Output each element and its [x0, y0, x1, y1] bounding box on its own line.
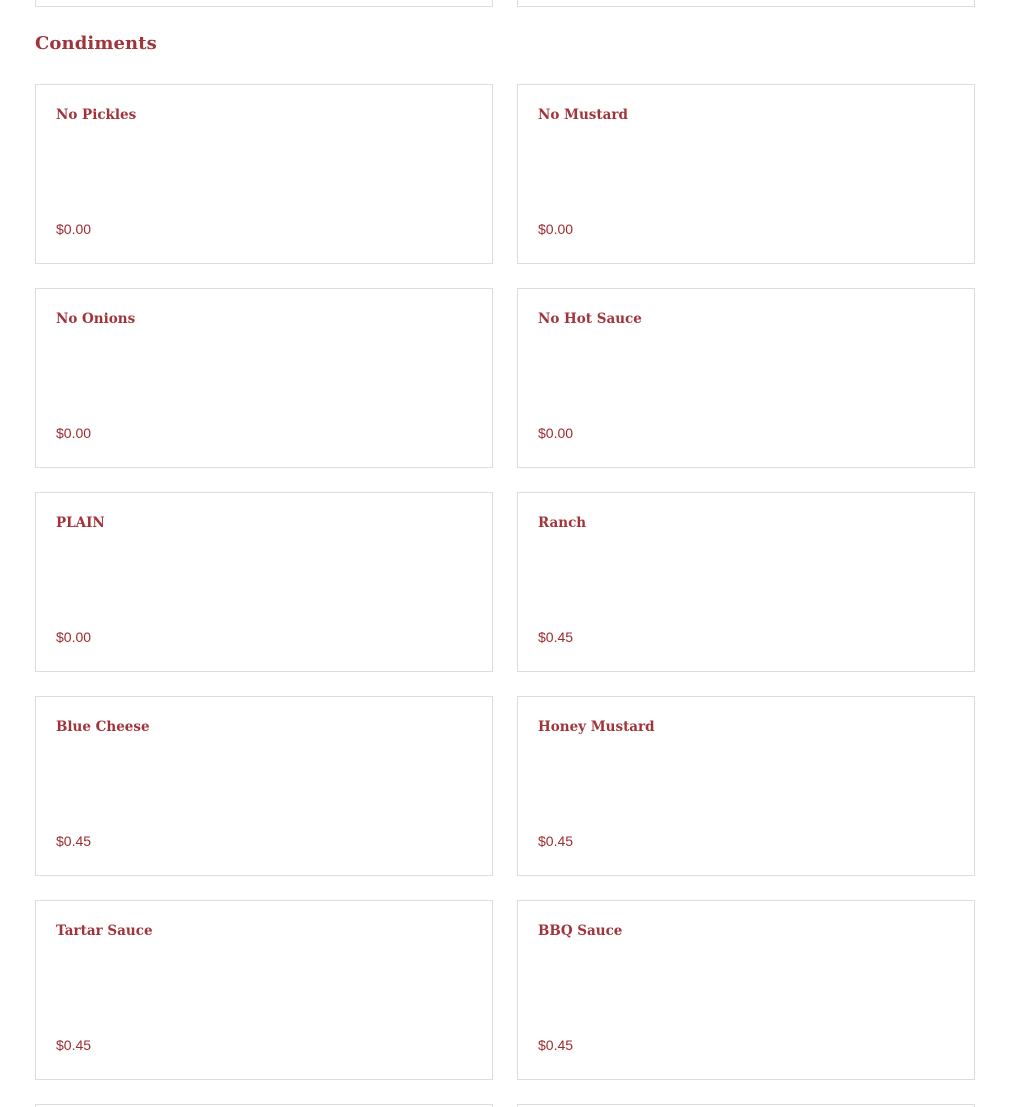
- menu-item-price: $0.45: [56, 1037, 92, 1053]
- menu-item-card[interactable]: [35, 696, 493, 876]
- menu-item-card[interactable]: [517, 900, 975, 1080]
- menu-item-price: $0.45: [538, 833, 574, 849]
- menu-item-price: $0.00: [56, 425, 92, 441]
- menu-item-price: $0.45: [56, 833, 92, 849]
- menu-item-card[interactable]: [517, 84, 975, 264]
- menu-item-name: Ranch: [538, 515, 587, 531]
- menu-item-name: Tartar Sauce: [56, 923, 153, 939]
- menu-item-card[interactable]: [517, 288, 975, 468]
- menu-item-name: No Onions: [56, 311, 136, 327]
- menu-item-price: $0.45: [538, 1037, 574, 1053]
- menu-item-price: $0.00: [56, 221, 92, 237]
- menu-item-card-partial[interactable]: [517, 0, 975, 7]
- menu-item-price: $0.00: [538, 425, 574, 441]
- menu-item-name: Honey Mustard: [538, 719, 655, 735]
- menu-item-card-partial[interactable]: [35, 0, 493, 7]
- section-title: Condiments: [35, 33, 157, 54]
- menu-item-name: No Hot Sauce: [538, 311, 642, 327]
- menu-item-price: $0.00: [538, 221, 574, 237]
- menu-item-name: No Mustard: [538, 107, 628, 123]
- menu-item-price: $0.00: [56, 629, 92, 645]
- menu-item-name: BBQ Sauce: [538, 923, 623, 939]
- menu-item-name: No Pickles: [56, 107, 137, 123]
- menu-item-card[interactable]: [517, 492, 975, 672]
- menu-item-card[interactable]: [35, 288, 493, 468]
- menu-item-card[interactable]: [35, 492, 493, 672]
- menu-item-name: Blue Cheese: [56, 719, 150, 735]
- menu-item-price: $0.45: [538, 629, 574, 645]
- menu-item-card[interactable]: [517, 696, 975, 876]
- menu-item-card[interactable]: [35, 84, 493, 264]
- menu-item-card[interactable]: [35, 900, 493, 1080]
- menu-item-name: PLAIN: [56, 515, 105, 531]
